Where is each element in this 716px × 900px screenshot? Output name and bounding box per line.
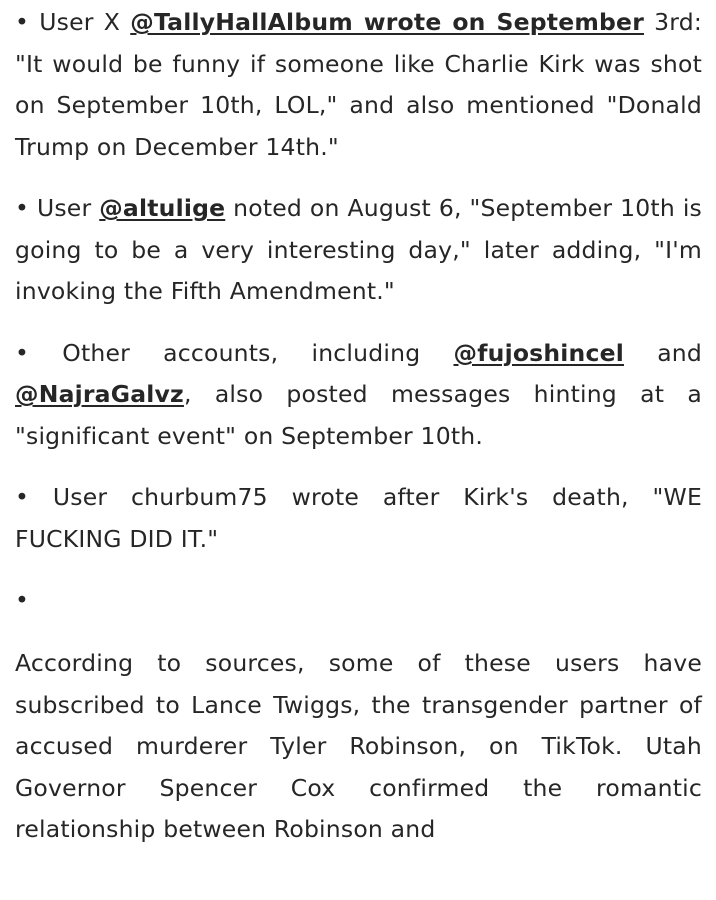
bullet-glyph: • <box>15 8 30 36</box>
user-link-fujoshincel[interactable]: @fujoshincel <box>453 338 624 367</box>
text-fragment: User X <box>29 8 131 36</box>
text-fragment: User churbum75 wrote after Kirk's death, "WE FUCKING DID IT." <box>15 483 702 553</box>
bullet-glyph: • <box>15 338 30 367</box>
bullet-item-tallyhall <box>15 2 702 168</box>
text-fragment: noted on August 6, "September 10th is going to be a very interesting day," later adding, "I'm invoking the Fifth Amendment." <box>15 194 702 305</box>
text-fragment: User <box>29 194 100 222</box>
bullet-glyph: • <box>15 586 30 614</box>
closing-paragraph: According to sources, some of these users have subscribed to Lance Twiggs, the transgender partner of accused murderer Tyler Robinson, on TikTok. Utah Governor Spencer Cox confirmed the romantic relationship between Robinson and <box>15 649 702 843</box>
bullet-item-churbum75 <box>15 477 702 560</box>
text-fragment: Other accounts, including <box>29 338 454 367</box>
bullet-glyph: • <box>15 483 30 511</box>
user-link-altulige[interactable]: @altulige <box>99 194 226 222</box>
bullet-item-altulige <box>15 188 702 313</box>
user-link-tallyhallalbum[interactable]: @TallyHallAlbum wrote on September <box>130 8 644 36</box>
empty-bullet-item <box>15 580 702 621</box>
user-link-najragalvz[interactable]: @NajraGalvz <box>15 380 184 408</box>
text-fragment: , also posted messages hinting at a "significant event" on September 10th. <box>15 380 702 450</box>
bullet-glyph: • <box>15 194 30 222</box>
bullet-item-other-accounts <box>15 333 702 458</box>
text-fragment: and <box>624 338 703 367</box>
article-body <box>0 2 716 851</box>
text-fragment: 3rd: "It would be funny if someone like Charlie Kirk was shot on September 10th, LOL," and also mentioned "Donald Trump on December 14th." <box>15 8 702 161</box>
